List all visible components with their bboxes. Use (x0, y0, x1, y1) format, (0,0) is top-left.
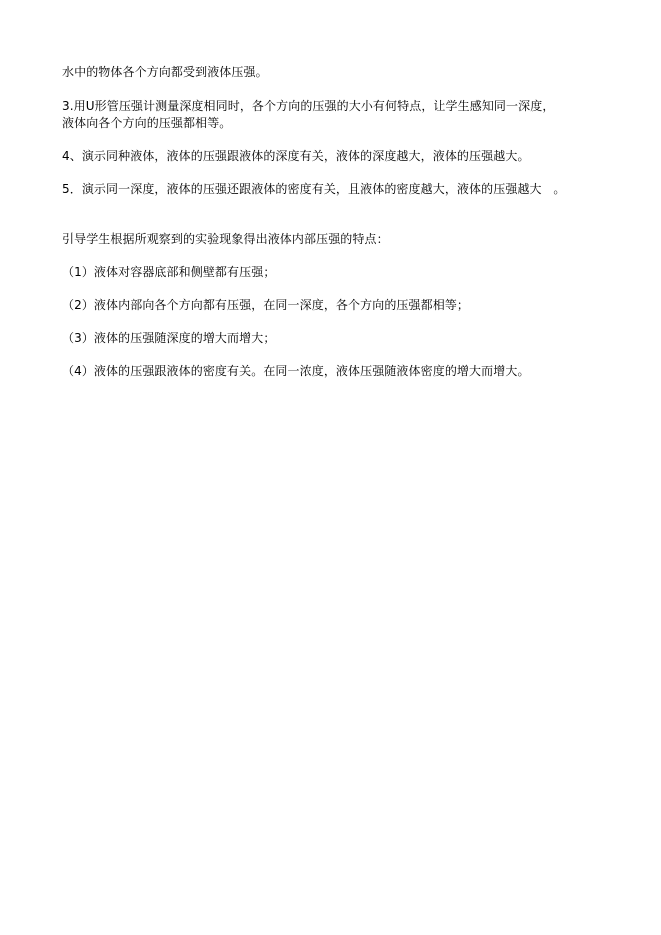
list-item-feature-2: （2）液体内部向各个方向都有压强，在同一深度，各个方向的压强都相等； (62, 298, 470, 312)
paragraph-pressure-all-directions: 水中的物体各个方向都受到液体压强。 (62, 65, 268, 79)
paragraph-step-5: 5．演示同一深度，液体的压强还跟液体的密度有关，且液体的密度越大，液体的压强越大 。 (62, 182, 566, 196)
paragraph-step-4: 4、演示同种液体，液体的压强跟液体的深度有关，液体的深度越大，液体的压强越大。 (62, 149, 530, 163)
paragraph-guide-students: 引导学生根据所观察到的实验现象得出液体内部压强的特点： (62, 232, 389, 246)
list-item-feature-3: （3）液体的压强随深度的增大而增大； (62, 331, 276, 345)
list-item-feature-4: （4）液体的压强跟液体的密度有关。在同一浓度，液体压强随液体密度的增大而增大。 (62, 364, 530, 378)
paragraph-step-3-line-1: 3.用U形管压强计测量深度相同时，各个方向的压强的大小有何特点，让学生感知同一深度， (62, 99, 555, 113)
paragraph-step-3-line-2: 液体向各个方向的压强都相等。 (62, 116, 232, 130)
list-item-feature-1: （1）液体对容器底部和侧壁都有压强； (62, 265, 276, 279)
